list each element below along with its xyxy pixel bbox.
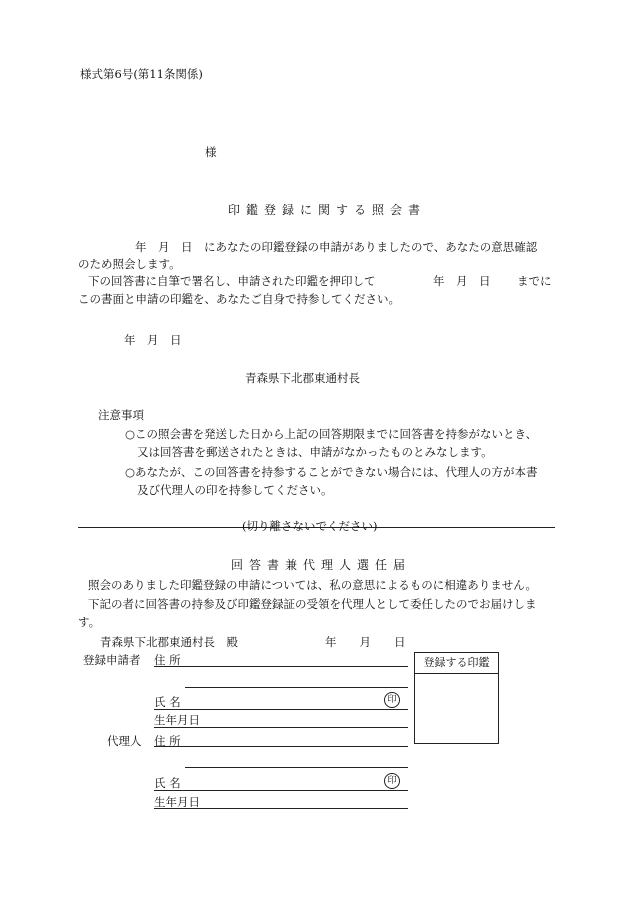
applicant-seal-mark: 印	[384, 692, 400, 708]
reply-title: 回答書兼代理人選任届	[231, 558, 412, 572]
note2-line2: 及び代理人の印を持参してください。	[137, 483, 333, 497]
registered-seal-label: 登録する印鑑	[415, 653, 498, 674]
applicant-birth-line[interactable]	[154, 727, 408, 728]
inquiry-para2-line1-a: 下の回答書に自筆で署名し、申請された印鑑を押印して	[88, 274, 376, 288]
inquiry-date: 年 月 日	[124, 333, 182, 347]
agent-name-line[interactable]	[154, 790, 408, 791]
applicant-address-line-1[interactable]	[154, 666, 408, 667]
notes-heading: 注意事項	[98, 408, 144, 422]
inquiry-title: 印鑑登録に関する照会書	[228, 203, 427, 217]
agent-address-label: 住 所	[154, 734, 181, 748]
addressee-suffix: 様	[205, 145, 217, 159]
reply-para1: 照会のありました印鑑登録の申請については、私の意思によるものに相違ありません。	[88, 578, 537, 592]
agent-birth-label: 生年月日	[154, 795, 200, 809]
agent-address-line-2[interactable]	[185, 767, 408, 768]
applicant-label: 登録申請者	[83, 653, 141, 667]
applicant-birth-label: 生年月日	[154, 713, 200, 727]
inquiry-para1-line2: のため照会します。	[78, 257, 181, 271]
applicant-name-label: 氏 名	[154, 695, 181, 709]
applicant-name-line[interactable]	[154, 709, 408, 710]
reply-date: 年 月 日	[325, 635, 406, 649]
note1-line1: ○この照会書を発送した日から上記の回答期限までに回答書を持参がないとき、	[125, 427, 538, 441]
note1-line2: 又は回答書を郵送されたときは、申請がなかったものとみなします。	[137, 445, 493, 459]
applicant-address-label: 住 所	[154, 653, 181, 667]
inquiry-reply-deadline: 年 月 日	[433, 274, 491, 288]
reply-addressee: 青森県下北郡東通村長 殿	[100, 635, 238, 649]
inquiry-para1-line1: 年 月 日 にあなたの印鑑登録の申請がありましたので、あなたの意思確認	[135, 240, 538, 254]
reply-para2-line1: 下記の者に回答書の持参及び印鑑登録証の受領を代理人として委任したのでお届けしま	[88, 597, 537, 611]
issuer: 青森県下北郡東通村長	[245, 371, 360, 385]
agent-label: 代理人	[107, 734, 142, 748]
note2-line1: ○あなたが、この回答書を持参することができない場合には、代理人の方が本書	[125, 465, 538, 479]
agent-name-label: 氏 名	[154, 776, 181, 790]
applicant-address-line-2[interactable]	[185, 687, 408, 688]
cut-line-label: (切り離さないでください)	[242, 519, 378, 533]
agent-seal-mark: 印	[384, 773, 400, 789]
form-number: 様式第6号(第11条関係)	[80, 67, 203, 81]
agent-birth-line[interactable]	[154, 808, 408, 809]
inquiry-para2-line2: この書面と申請の印鑑を、あなたご自身で持参してください。	[78, 292, 400, 306]
reply-para2-line2: す。	[78, 615, 101, 629]
inquiry-para2-line1-c: までに	[517, 274, 552, 288]
agent-address-line-1[interactable]	[154, 746, 408, 747]
registered-seal-box[interactable]	[414, 652, 499, 744]
